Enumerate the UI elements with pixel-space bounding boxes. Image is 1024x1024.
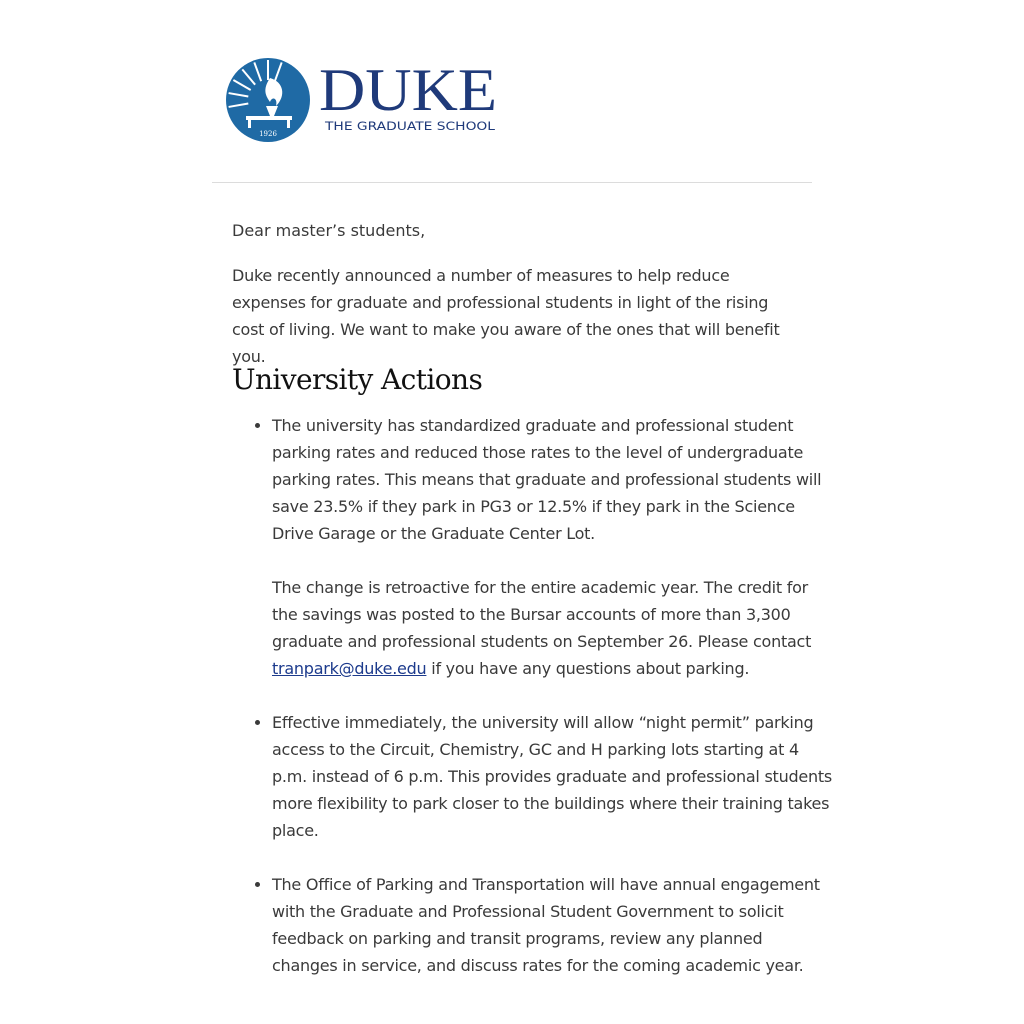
retroactive-paragraph [272, 574, 832, 682]
logo-wordmark: DUKE [319, 57, 497, 123]
email-container [212, 0, 832, 975]
engagement-paragraph: • The Office of Parking and Transportation will have annual engagement with the Graduate and Professional Student Government to solicit feedback on parking and transit programs, review any planned changes in service, and discuss rates for the coming academic year. [272, 875, 820, 975]
duke-seal-icon [226, 58, 310, 142]
retroactive-text: The change is retroactive for the entire academic year. The credit for the savings was posted to the Bursar accounts of more than 3,300 graduate and professional students on September 26. Please contact [272, 578, 812, 651]
greeting: Dear master’s students, [232, 221, 426, 240]
email-header [212, 0, 812, 183]
logo-subtitle: THE GRADUATE SCHOOL [323, 119, 496, 133]
retroactive-text-end: if you have any questions about parking. [426, 659, 750, 678]
list-item [272, 871, 832, 979]
intro-paragraph: Duke recently announced a number of measures to help reduce expenses for graduate and professional students in light of the rising cost of living. We want to make you aware of the ones that will benefit you. [232, 266, 780, 366]
actions-list [232, 412, 832, 1006]
list-item [272, 709, 832, 844]
list-item [272, 412, 832, 682]
parking-rates-paragraph: • The university has standardized graduate and professional student parking rates and reduced those rates to the level of undergraduate parking rates. This means that graduate and professional students will save 23.5% if they park in PG3 or 12.5% if they park in the Science Drive Garage or the Graduate Center Lot. [272, 416, 822, 543]
section-title: University Actions [232, 363, 483, 396]
seal-year: 1926 [259, 130, 277, 138]
night-permit-paragraph: • Effective immediately, the university will allow “night permit” parking access to the Circuit, Chemistry, GC and H parking lots starting at 4 p.m. instead of 6 p.m. This provides graduate and professional students more flexibility to park closer to the buildings where their training takes place. [272, 713, 832, 840]
duke-graduate-school-logo [226, 56, 512, 144]
tranpark-email-link[interactable]: tranpark@duke.edu [272, 659, 427, 678]
